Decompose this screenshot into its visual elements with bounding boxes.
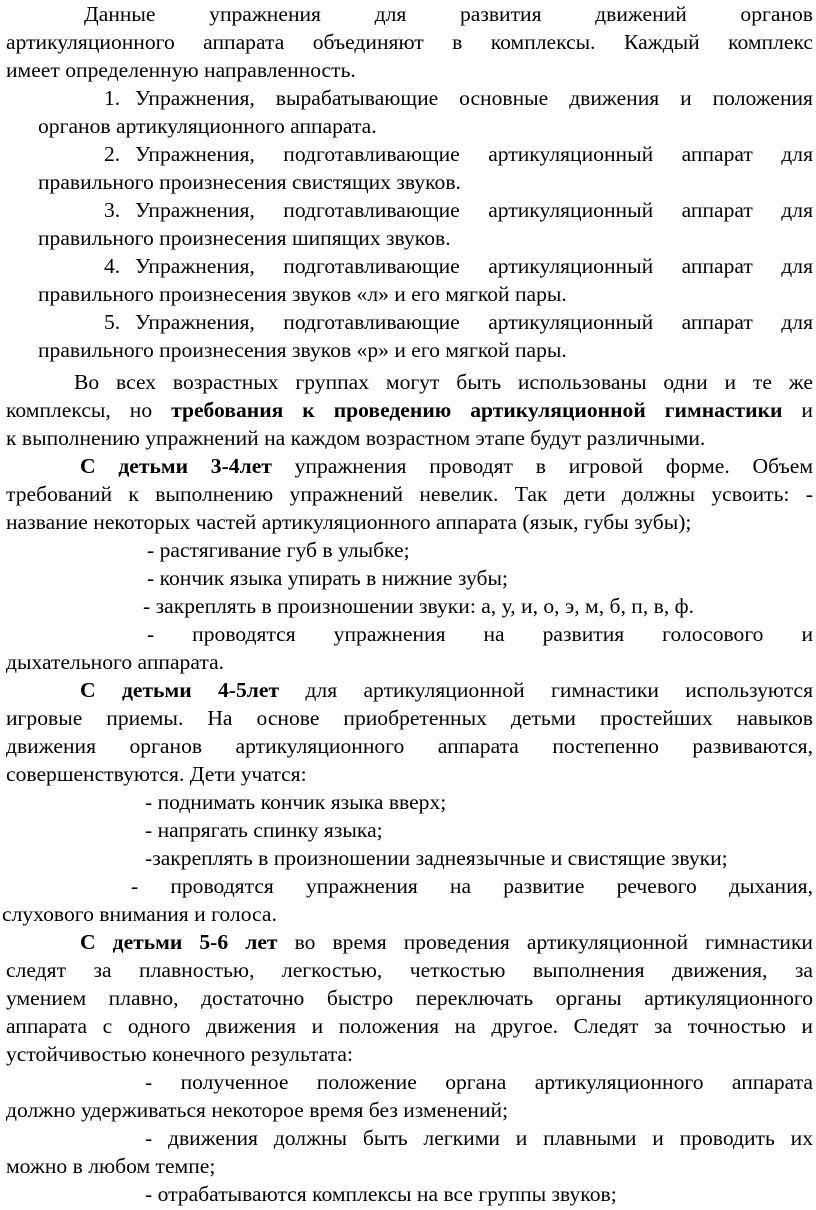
list-number: 1. [104, 86, 121, 110]
age56-item-1-line-1: - полученное положение органа артикуляционного аппарата [145, 1070, 813, 1094]
all-ages-line-1: Во всех возрастных группах могут быть использованы одни и те же [74, 370, 813, 394]
list-number: 5. [104, 310, 121, 334]
intro-line-3: имеет определенную направленность. [6, 58, 356, 82]
age56-line-5: устойчивостью конечного результата: [6, 1042, 353, 1066]
list-item-4-line-1 [104, 252, 813, 281]
age45-item-2: - напрягать спинку языка; [145, 818, 383, 842]
all-ages-line-2 [6, 396, 813, 425]
list-text: Упражнения, подготавливающие артикуляционный аппарат для [135, 198, 813, 222]
age45-text-1: для артикуляционной гимнастики используются [279, 678, 813, 702]
list-item-2-line-2: правильного произнесения свистящих звуков. [38, 170, 461, 194]
list-item-3-line-2: правильного произнесения шипящих звуков. [38, 226, 451, 250]
list-item-5-line-1 [104, 308, 813, 337]
age34-item-3: - закреплять в произношении звуки: а, у, и, о, э, м, б, п, в, ф. [143, 594, 695, 618]
age45-item-1: - поднимать кончик языка вверх; [145, 790, 447, 814]
intro-line-2: артикуляционного аппарата объединяют в комплексы. Каждый комплекс [6, 30, 813, 54]
list-text: Упражнения, подготавливающие артикуляционный аппарат для [135, 254, 813, 278]
list-item-3-line-1 [104, 196, 813, 225]
age56-line-4: аппарата с одного движения и положения на другое. Следят за точностью и [6, 1014, 813, 1038]
age45-line-3: движения органов артикуляционного аппарата постепенно развиваются, [6, 734, 813, 758]
intro-line-1: Данные упражнения для развития движений органов [84, 2, 813, 26]
age56-text-1: во время проведения артикуляционной гимнастики [277, 930, 813, 954]
age56-item-3: - отрабатываются комплексы на все группы звуков; [145, 1182, 617, 1206]
age34-item-4-line-2: дыхательного аппарата. [6, 650, 225, 674]
list-item-1-line-1 [104, 84, 813, 113]
list-number: 4. [104, 254, 121, 278]
list-item-1-line-2: органов артикуляционного аппарата. [38, 114, 377, 138]
list-text: Упражнения, подготавливающие артикуляционный аппарат для [135, 310, 813, 334]
age34-heading: С детьми 3-4лет [80, 454, 272, 478]
list-number: 3. [104, 198, 121, 222]
age34-item-2: - кончик языка упирать в нижние зубы; [147, 566, 508, 590]
list-item-4-line-2: правильного произнесения звуков «л» и его мягкой пары. [38, 282, 567, 306]
list-item-2-line-1 [104, 140, 813, 169]
age45-item-4-line-1: - проводятся упражнения на развитие речевого дыхания, [131, 874, 813, 898]
age34-text-1: упражнения проводят в игровой форме. Объем [271, 454, 813, 478]
age56-item-2-line-2: можно в любом темпе; [6, 1154, 216, 1178]
age34-line-1 [80, 452, 813, 481]
list-number: 2. [104, 142, 121, 166]
age45-item-3: -закреплять в произношении заднеязычные и свистящие звуки; [145, 846, 728, 870]
age56-line-3: умением плавно, достаточно быстро переключать органы артикуляционного [6, 986, 813, 1010]
age34-line-2: требований к выполнению упражнений невелик. Так дети должны усвоить: - [6, 482, 813, 506]
age56-item-1-line-2: должно удерживаться некоторое время без изменений; [6, 1098, 509, 1122]
age45-line-1 [80, 676, 813, 705]
list-text: Упражнения, вырабатывающие основные движения и положения [135, 86, 813, 110]
all-ages-bold-requirements: требования к проведению артикуляционной гимнастики [171, 398, 783, 422]
list-text: Упражнения, подготавливающие артикуляционный аппарат для [135, 142, 813, 166]
age34-item-1: - растягивание губ в улыбке; [147, 538, 410, 562]
age56-line-1 [80, 928, 813, 957]
all-ages-text-a: комплексы, но [6, 398, 172, 422]
age56-heading: С детьми 5-6 лет [80, 930, 278, 954]
age45-heading: С детьми 4-5лет [80, 678, 280, 702]
age56-line-2: следят за плавностью, легкостью, четкостью выполнения движения, за [6, 958, 813, 982]
all-ages-line-3: к выполнению упражнений на каждом возрастном этапе будут различными. [6, 426, 706, 450]
age34-line-3: название некоторых частей артикуляционного аппарата (язык, губы зубы); [6, 510, 692, 534]
all-ages-text-c: и [782, 398, 813, 422]
age45-line-4: совершенствуются. Дети учатся: [6, 762, 307, 786]
list-item-5-line-2: правильного произнесения звуков «р» и его мягкой пары. [38, 338, 567, 362]
age34-item-4-line-1: - проводятся упражнения на развития голосового и [147, 622, 813, 646]
age45-item-4-line-2: слухового внимания и голоса. [2, 902, 277, 926]
age45-line-2: игровые приемы. На основе приобретенных детьми простейших навыков [6, 706, 813, 730]
age56-item-2-line-1: - движения должны быть легкими и плавными и проводить их [145, 1126, 813, 1150]
